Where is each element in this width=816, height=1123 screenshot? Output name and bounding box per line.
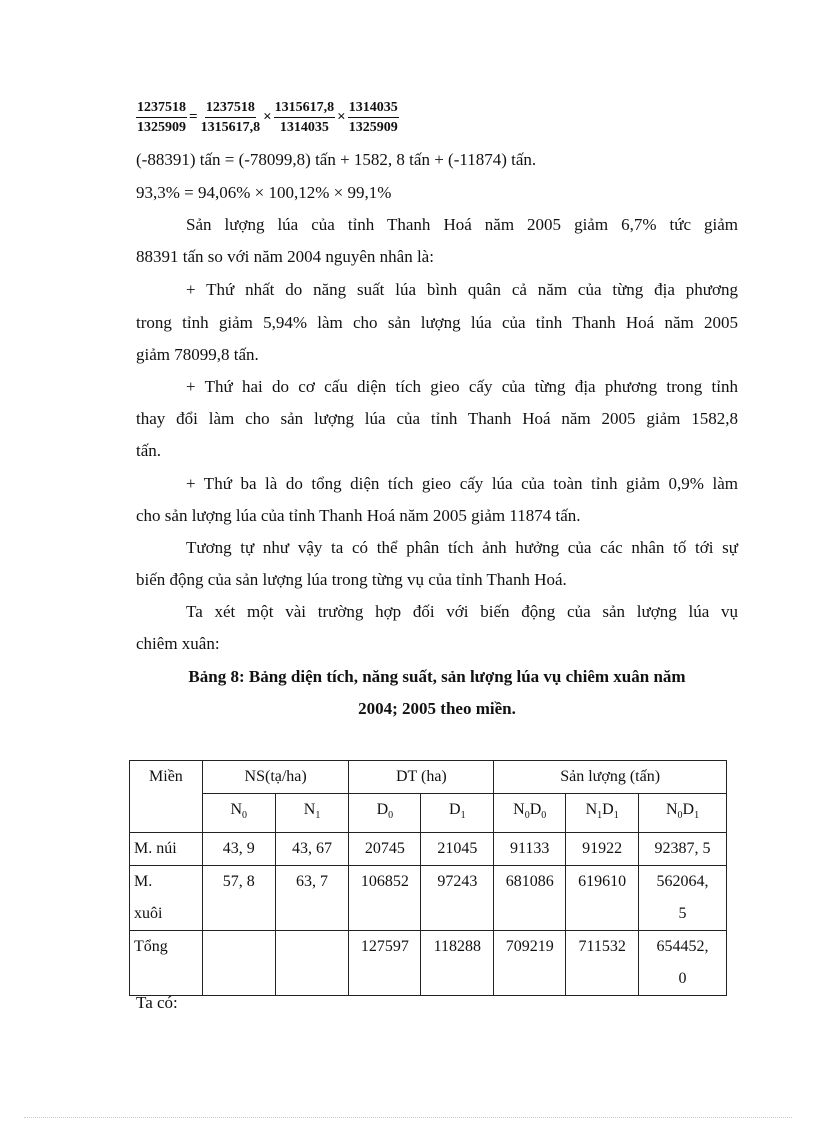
cell-ns1: 63, 7 — [275, 866, 349, 931]
fraction-2-denominator: 1315617,8 — [200, 119, 261, 135]
cell-ns1: 43, 67 — [275, 833, 349, 866]
cell-ns0 — [202, 931, 275, 996]
para5-line2: biến động của sản lượng lúa trong từng vụ của tỉnh Thanh Hoá. — [136, 570, 567, 589]
header-region: Miền — [130, 761, 203, 833]
table-caption-line1: Bảng 8: Bảng diện tích, năng suất, sản lượng lúa vụ chiêm xuân năm — [188, 667, 686, 686]
cell-d1: 21045 — [421, 833, 494, 866]
subheader-n0d1: $N_0D_1$ — [639, 794, 727, 833]
fraction-4 — [348, 99, 399, 136]
table-row — [130, 866, 727, 931]
cell-d1: 118288 — [421, 931, 494, 996]
relative-change-equation: 93,3% = 94,06% × 100,12% × 99,1% — [136, 183, 392, 202]
equals-sign: = — [189, 108, 198, 125]
para3-line1: + Thứ hai do cơ cấu diện tích gieo cấy của từng địa phương trong tỉnh — [186, 377, 738, 396]
absolute-change-equation: (-88391) tấn = (-78099,8) tấn + 1582, 8 tấn + (-11874) tấn. — [136, 150, 537, 169]
cell-d0: 20745 — [349, 833, 421, 866]
page-bottom-divider — [24, 1117, 792, 1118]
subheader-n1: $N_1$ — [275, 794, 349, 833]
table-subheader-row — [130, 794, 727, 833]
cell-region-line2: xuôi — [134, 905, 163, 923]
para6-line2: chiêm xuân: — [136, 634, 220, 653]
fraction-1 — [136, 99, 187, 136]
para6-line1: Ta xét một vài trường hợp đối với biến động của sản lượng lúa vụ — [186, 602, 738, 621]
cell-ns1 — [275, 931, 349, 996]
fraction-1-numerator: 1237518 — [136, 99, 187, 118]
subheader-d0: $D_0$ — [349, 794, 421, 833]
para2-line1: + Thứ nhất do năng suất lúa bình quân cả năm của từng địa phương — [186, 280, 738, 299]
cell-region: M. núi — [130, 833, 203, 866]
para4-line2: cho sản lượng lúa của tỉnh Thanh Hoá năm 2005 giảm 11874 tấn. — [136, 506, 581, 525]
table-caption-line2: 2004; 2005 theo miền. — [358, 699, 516, 718]
fraction-4-denominator: 1325909 — [348, 119, 398, 135]
cell-d1: 97243 — [421, 866, 494, 931]
fraction-2 — [200, 99, 262, 136]
header-area: DT (ha) — [349, 761, 494, 794]
para2-line2: trong tỉnh giảm 5,94% làm cho sản lượng lúa của tỉnh Thanh Hoá năm 2005 — [136, 313, 738, 332]
subheader-n0d0: $N_0D_0$ — [494, 794, 566, 833]
cell-n0d0: 91133 — [494, 833, 566, 866]
para1-line2: 88391 tấn so với năm 2004 nguyên nhân là: — [136, 247, 434, 266]
fraction-3-numerator: 1315617,8 — [274, 99, 336, 118]
cell-region — [130, 866, 203, 931]
cell-n0d1 — [639, 931, 727, 996]
fraction-3-denominator: 1314035 — [279, 119, 329, 135]
para3-line2: thay đổi làm cho sản lượng lúa của tỉnh Thanh Hoá năm 2005 giảm 1582,8 — [136, 409, 738, 428]
table-row — [130, 931, 727, 996]
para4-line1: + Thứ ba là do tổng diện tích gieo cấy lúa của toàn tỉnh giảm 0,9% làm — [186, 474, 738, 493]
cell-n0d1: 92387, 5 — [639, 833, 727, 866]
footer-text: Ta có: — [136, 993, 178, 1012]
cell-d0: 127597 — [349, 931, 421, 996]
cell-region: Tổng — [130, 931, 203, 996]
cell-n1d1: 711532 — [566, 931, 639, 996]
header-output: Sản lượng (tấn) — [494, 761, 727, 794]
cell-n0d0: 681086 — [494, 866, 566, 931]
production-table — [129, 760, 727, 996]
cell-n0d1-line2: 5 — [678, 905, 687, 923]
cell-ns0: 43, 9 — [202, 833, 275, 866]
para2-line3: giảm 78099,8 tấn. — [136, 345, 259, 364]
times-sign-2: × — [337, 108, 346, 125]
cell-n0d1 — [639, 866, 727, 931]
fraction-2-numerator: 1237518 — [205, 99, 256, 118]
header-yield: NS(tạ/ha) — [202, 761, 349, 794]
para1-line1: Sản lượng lúa của tỉnh Thanh Hoá năm 2005 giảm 6,7% tức giảm — [186, 215, 738, 234]
table-row — [130, 833, 727, 866]
subheader-n0: $N_0$ — [202, 794, 275, 833]
cell-n0d0: 709219 — [494, 931, 566, 996]
ratio-formula — [136, 96, 399, 138]
fraction-1-denominator: 1325909 — [137, 119, 186, 135]
cell-n1d1: 91922 — [566, 833, 639, 866]
cell-region-line1: M. — [134, 873, 153, 891]
para3-line3: tấn. — [136, 441, 162, 460]
para5-line1: Tương tự như vậy ta có thể phân tích ảnh hưởng của các nhân tố tới sự — [186, 538, 738, 557]
times-sign-1: × — [263, 108, 272, 125]
fraction-3 — [274, 99, 336, 136]
fraction-4-numerator: 1314035 — [348, 99, 399, 118]
cell-n0d1-line2: 0 — [678, 970, 687, 988]
cell-n0d1-line1: 562064, — [656, 873, 709, 891]
cell-n0d1-line1: 654452, — [656, 938, 709, 956]
cell-d0: 106852 — [349, 866, 421, 931]
cell-ns0: 57, 8 — [202, 866, 275, 931]
subheader-d1: $D_1$ — [421, 794, 494, 833]
table-header-row — [130, 761, 727, 794]
subheader-n1d1: $N_1D_1$ — [566, 794, 639, 833]
cell-n1d1: 619610 — [566, 866, 639, 931]
